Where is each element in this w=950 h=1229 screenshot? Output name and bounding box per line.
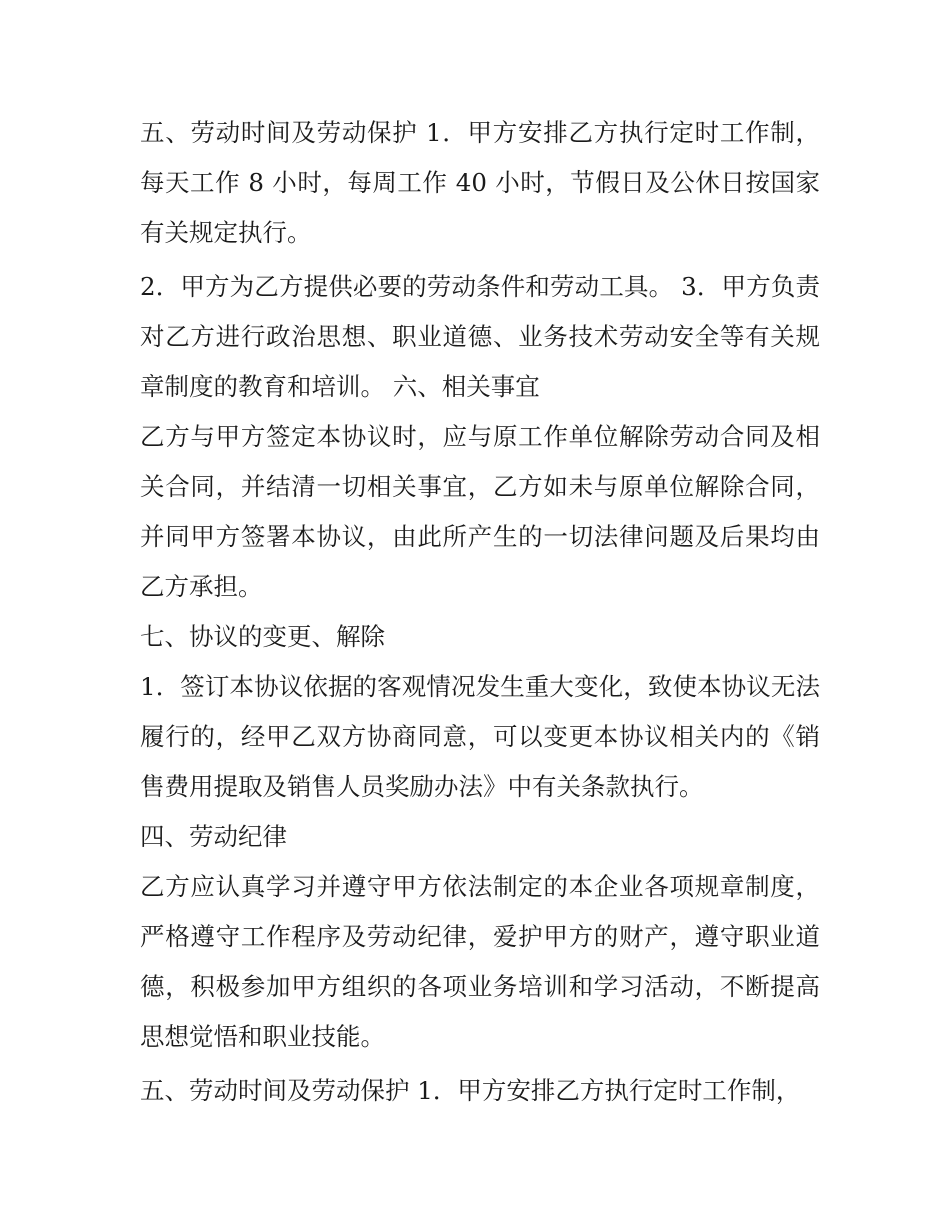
paragraph-work-hours-repeat: 五、劳动时间及劳动保护 1．甲方安排乙方执行定时工作制， <box>140 1076 801 1105</box>
section-heading-change-termination: 七、协议的变更、解除 <box>140 622 385 651</box>
paragraph-labor-conditions: 2．甲方为乙方提供必要的劳动条件和劳动工具。 3．甲方负责对乙方进行政治思想、职业道德、业务技术劳动安全等有关规章制度的教育和培训。 六、相关事宜 <box>140 272 820 401</box>
paragraph-work-hours: 五、劳动时间及劳动保护 1．甲方安排乙方执行定时工作制，每天工作 8 小时，每周工作 40 小时，节假日及公休日按国家有关规定执行。 <box>140 118 820 247</box>
paragraph-related-matters: 乙方与甲方签定本协议时，应与原工作单位解除劳动合同及相关合同，并结清一切相关事宜，乙方如未与原单位解除合同，并同甲方签署本协议，由此所产生的一切法律问题及后果均由乙方承担。 <box>140 422 820 601</box>
paragraph-labor-discipline: 乙方应认真学习并遵守甲方依法制定的本企业各项规章制度，严格遵守工作程序及劳动纪律，爱护甲方的财产，遵守职业道德，积极参加甲方组织的各项业务培训和学习活动，不断提高思想觉悟和职业技能。 <box>140 872 820 1051</box>
document-body <box>140 108 820 1116</box>
paragraph-agreement-change: 1．签订本协议依据的客观情况发生重大变化，致使本协议无法履行的，经甲乙双方协商同意，可以变更本协议相关内的《销售费用提取及销售人员奖励办法》中有关条款执行。 <box>140 672 820 801</box>
section-heading-labor-discipline: 四、劳动纪律 <box>140 822 287 851</box>
